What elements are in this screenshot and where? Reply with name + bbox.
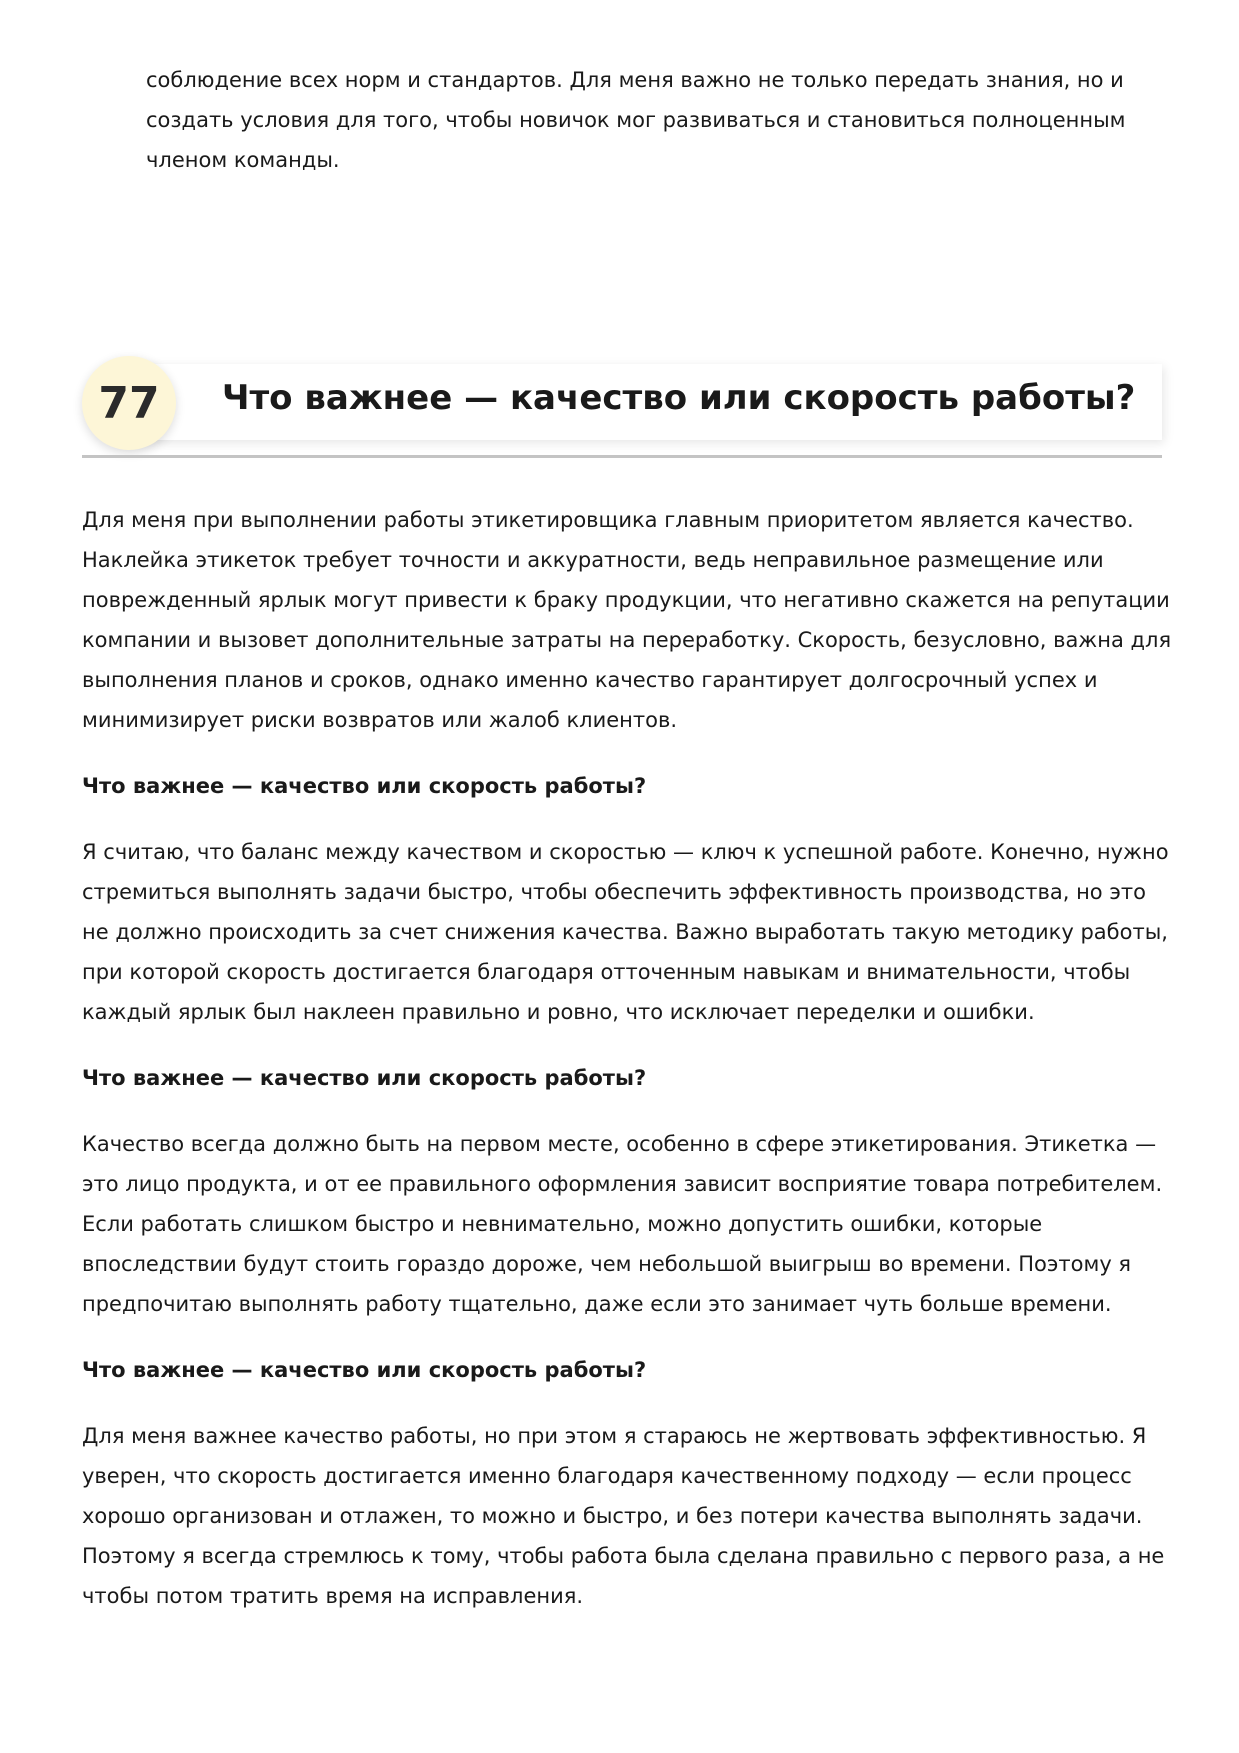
answer-paragraph-4: Для меня важнее качество работы, но при этом я стараюсь не жертвовать эффективностью. Я уверен, что скорость достигается именно благодаря качественному подходу — если процесс хорошо организован и отлажен, то можно и быстро, и без потери качества выполнять задачи. Поэтому я всегда стремлюсь к тому, чтобы работа была сделана правильно с первого раза, а не чтобы потом тратить время на исправления.	[82, 1424, 1165, 1608]
answer-paragraph-3: Качество всегда должно быть на первом месте, особенно в сфере этикетирования. Этикетка — это лицо продукта, и от ее правильного оформления зависит восприятие товара потребителем. Если работать слишком быстро и невнимательно, можно допустить ошибки, которые впоследствии будут стоить гораздо дороже, чем небольшой выигрыш во времени. Поэтому я предпочитаю выполнять работу тщательно, даже если это занимает чуть больше времени.	[82, 1132, 1163, 1316]
repeated-question-1: Что важнее — качество или скорость работы?	[82, 774, 647, 798]
answer-paragraph-1: Для меня при выполнении работы этикетировщика главным приоритетом является качество. Наклейка этикеток требует точности и аккуратности, ведь неправильное размещение или поврежденный ярлык могут привести к браку продукции, что негативно скажется на репутации компании и вызовет дополнительные затраты на переработку. Скорость, безусловно, важна для выполнения планов и сроков, однако именно качество гарантирует долгосрочный успех и минимизирует риски возвратов или жалоб клиентов.	[82, 508, 1172, 732]
answers-section	[82, 500, 1172, 1642]
repeated-question-2: Что важнее — качество или скорость работы?	[82, 1066, 647, 1090]
answer-paragraph-2: Я считаю, что баланс между качеством и скоростью — ключ к успешной работе. Конечно, нужно стремиться выполнять задачи быстро, чтобы обеспечить эффективность производства, но это не должно происходить за счет снижения качества. Важно выработать такую методику работы, при которой скорость достигается благодаря отточенным навыкам и внимательности, чтобы каждый ярлык был наклеен правильно и ровно, что исключает переделки и ошибки.	[82, 840, 1169, 1024]
intro-paragraph: соблюдение всех норм и стандартов. Для меня важно не только передать знания, но и создать условия для того, чтобы новичок мог развиваться и становиться полноценным членом команды.	[146, 68, 1126, 172]
question-number-badge: 77	[82, 356, 176, 450]
repeated-question-3: Что важнее — качество или скорость работы?	[82, 1358, 647, 1382]
question-header	[82, 356, 1162, 458]
question-title: Что важнее — качество или скорость работы?	[222, 378, 1136, 418]
header-divider	[82, 455, 1162, 458]
